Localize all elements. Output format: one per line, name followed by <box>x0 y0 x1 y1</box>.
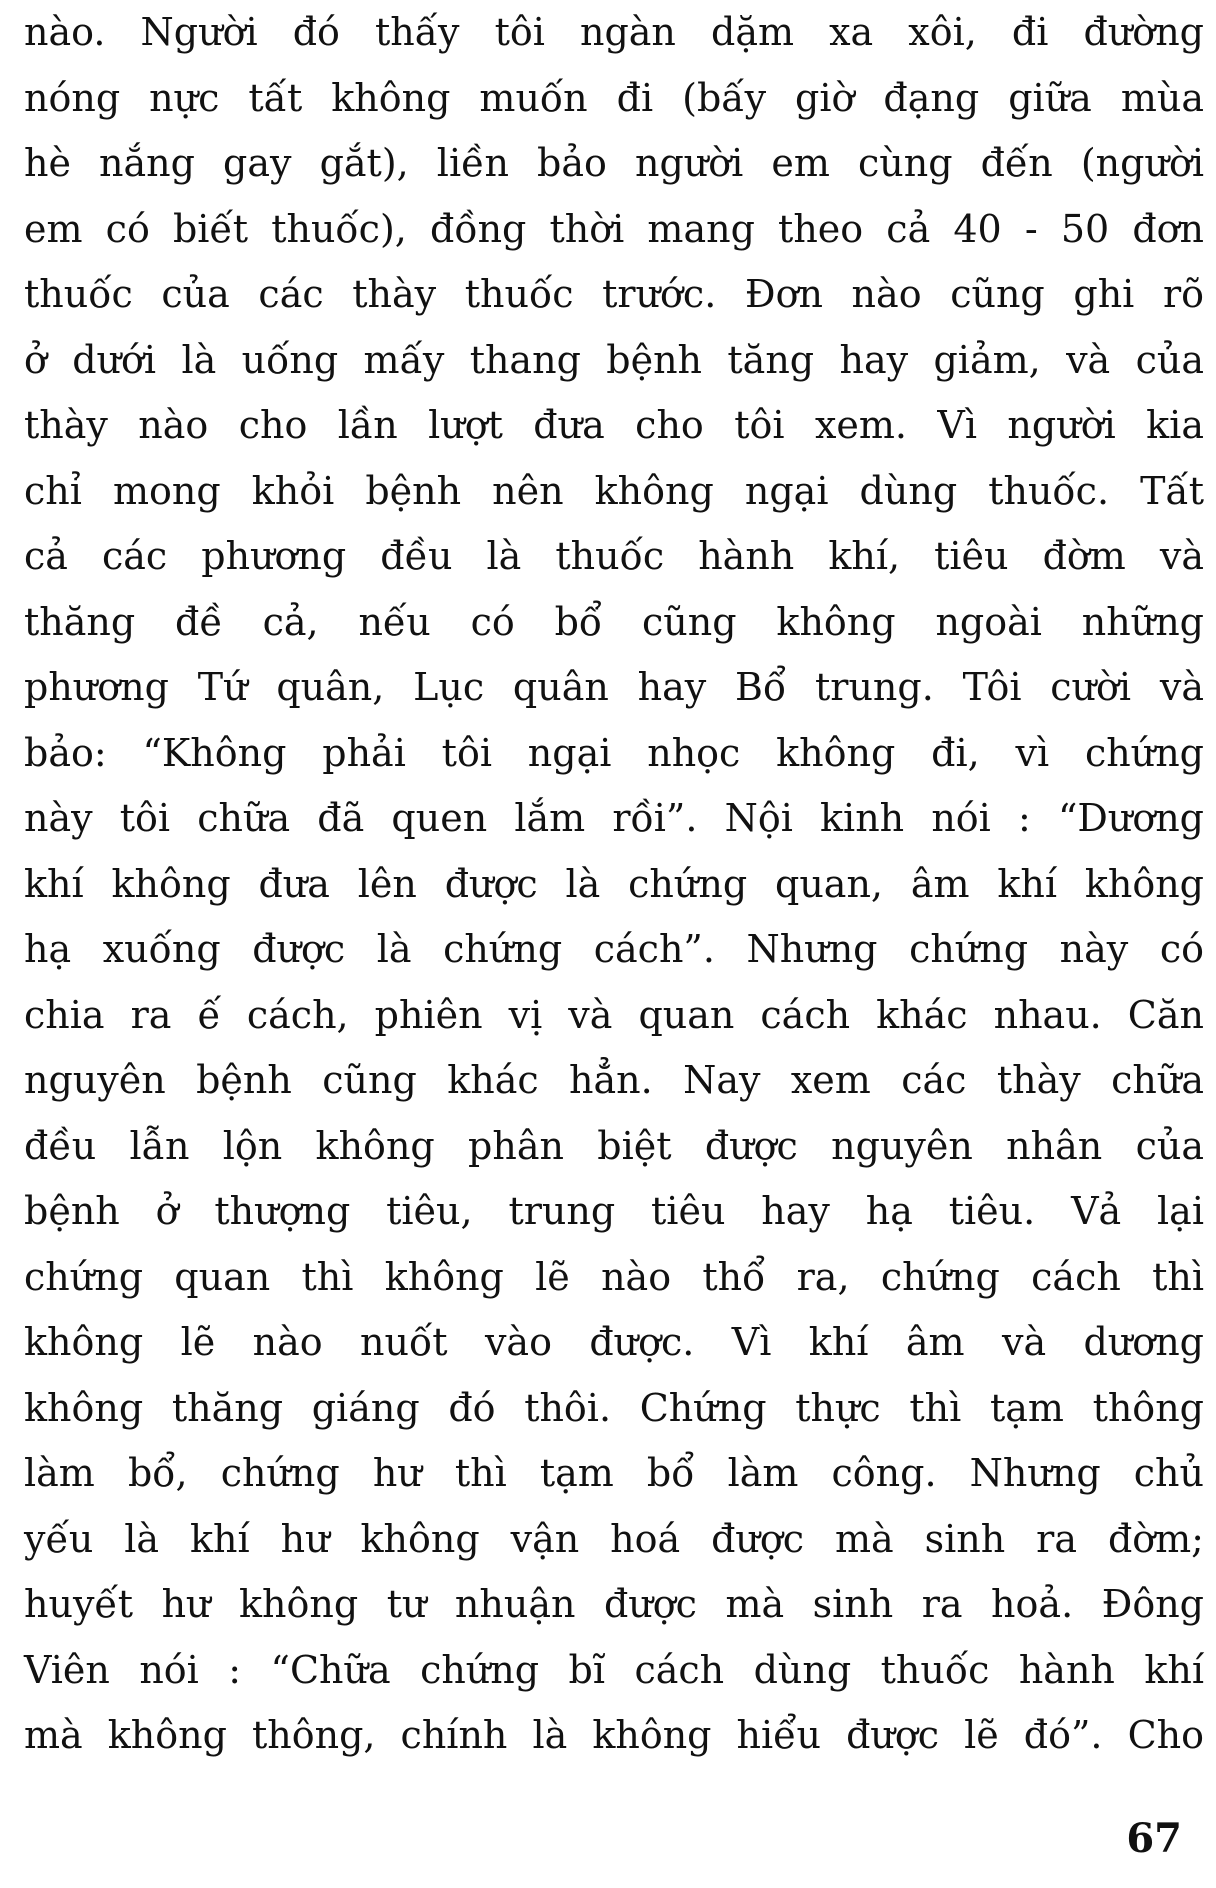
text-line: phương Tứ quân, Lục quân hay Bổ trung. Tôi cười và <box>24 665 1204 709</box>
text-line: nguyên bệnh cũng khác hẳn. Nay xem các thày chữa <box>24 1058 1204 1102</box>
text-line: thày nào cho lần lượt đưa cho tôi xem. Vì người kia <box>24 403 1204 447</box>
page-number: 67 <box>1126 1815 1182 1862</box>
text-line: chứng quan thì không lẽ nào thổ ra, chứng cách thì <box>24 1254 1204 1299</box>
text-line: cả các phương đều là thuốc hành khí, tiêu đờm và <box>24 534 1204 578</box>
text-line: hạ xuống được là chứng cách”. Nhưng chứng này có <box>24 927 1204 971</box>
text-line: nào. Người đó thấy tôi ngàn dặm xa xôi, đi đường <box>24 10 1204 54</box>
text-line: hè nắng gay gắt), liền bảo người em cùng đến (người <box>24 141 1204 185</box>
text-line: thăng đề cả, nếu có bổ cũng không ngoài những <box>24 599 1204 644</box>
text-line: Viên nói : “Chữa chứng bĩ cách dùng thuốc hành khí <box>24 1647 1204 1692</box>
text-line: không thăng giáng đó thôi. Chứng thực thì tạm thông <box>24 1385 1204 1430</box>
text-line: mà không thông, chính là không hiểu được lẽ đó”. Cho <box>24 1713 1204 1757</box>
text-line: này tôi chữa đã quen lắm rồi”. Nội kinh nói : “Dương <box>24 796 1204 840</box>
text-line: chia ra ế cách, phiên vị và quan cách khác nhau. Căn <box>24 992 1204 1037</box>
text-line: làm bổ, chứng hư thì tạm bổ làm công. Nhưng chủ <box>24 1451 1204 1495</box>
text-line: khí không đưa lên được là chứng quan, âm khí không <box>24 861 1204 906</box>
text-line: bảo: “Không phải tôi ngại nhọc không đi, vì chứng <box>24 730 1204 775</box>
text-line: em có biết thuốc), đồng thời mang theo cả 40 - 50 đơn <box>24 206 1204 251</box>
text-line: không lẽ nào nuốt vào được. Vì khí âm và dương <box>24 1320 1204 1364</box>
text-line: thuốc của các thày thuốc trước. Đơn nào cũng ghi rõ <box>24 272 1204 316</box>
body-text <box>24 0 1204 1769</box>
text-line: bệnh ở thượng tiêu, trung tiêu hay hạ tiêu. Vả lại <box>24 1189 1204 1233</box>
text-line: ở dưới là uống mấy thang bệnh tăng hay giảm, và của <box>24 337 1204 382</box>
text-line: yếu là khí hư không vận hoá được mà sinh ra đờm; <box>24 1516 1204 1561</box>
text-line: đều lẫn lộn không phân biệt được nguyên nhân của <box>24 1123 1204 1168</box>
text-line: nóng nực tất không muốn đi (bấy giờ đạng giữa mùa <box>24 75 1204 120</box>
text-line: huyết hư không tư nhuận được mà sinh ra hoả. Đông <box>24 1582 1204 1626</box>
text-line: chỉ mong khỏi bệnh nên không ngại dùng thuốc. Tất <box>24 468 1204 513</box>
